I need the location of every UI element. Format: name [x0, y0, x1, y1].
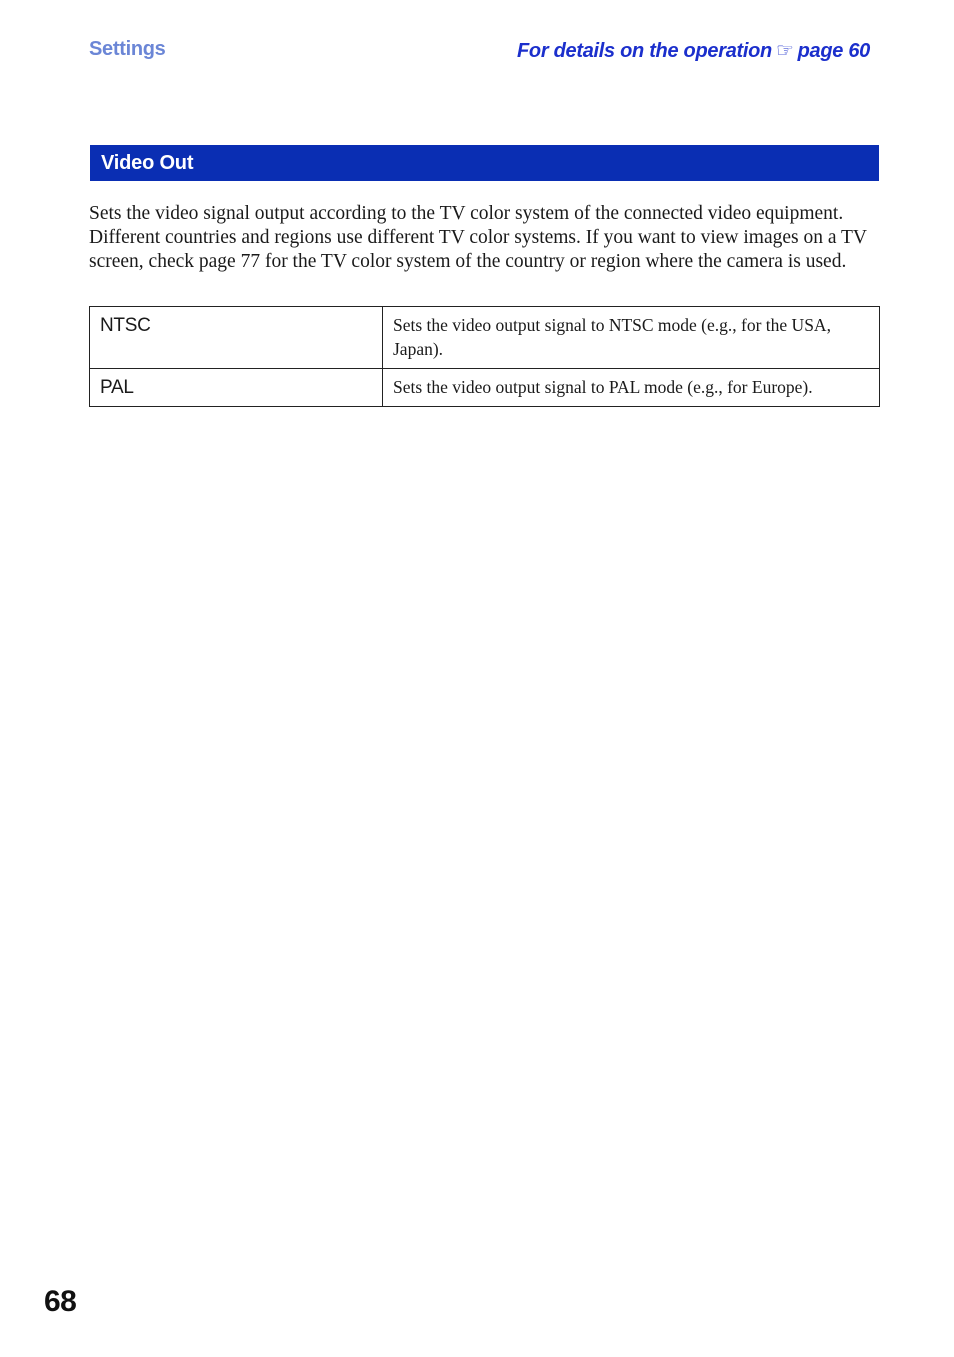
pointing-hand-icon: ☞ — [775, 40, 794, 62]
reference-page: page 60 — [797, 40, 870, 62]
section-title-bar — [90, 145, 879, 181]
option-description: Sets the video output signal to NTSC mode (e.g., for the USA, Japan). — [383, 307, 880, 369]
page-number: 68 — [44, 1285, 77, 1318]
table-row — [90, 369, 880, 407]
reference-text: For details on the operation — [517, 40, 772, 62]
option-name: PAL — [90, 369, 383, 407]
section-title: Video Out — [101, 151, 194, 174]
options-table — [89, 306, 880, 407]
running-header-reference — [517, 38, 870, 63]
intro-paragraph: Sets the video signal output according to the TV color system of the connected video equipment. Different countries and regions use different TV color systems. If you want to view images on a TV screen, check page 77 for the TV color system of the country or region where the camera is used. — [89, 203, 867, 272]
option-description: Sets the video output signal to PAL mode (e.g., for Europe). — [383, 369, 880, 407]
table-row — [90, 307, 880, 369]
running-header-section: Settings — [89, 38, 166, 60]
option-name: NTSC — [90, 307, 383, 369]
